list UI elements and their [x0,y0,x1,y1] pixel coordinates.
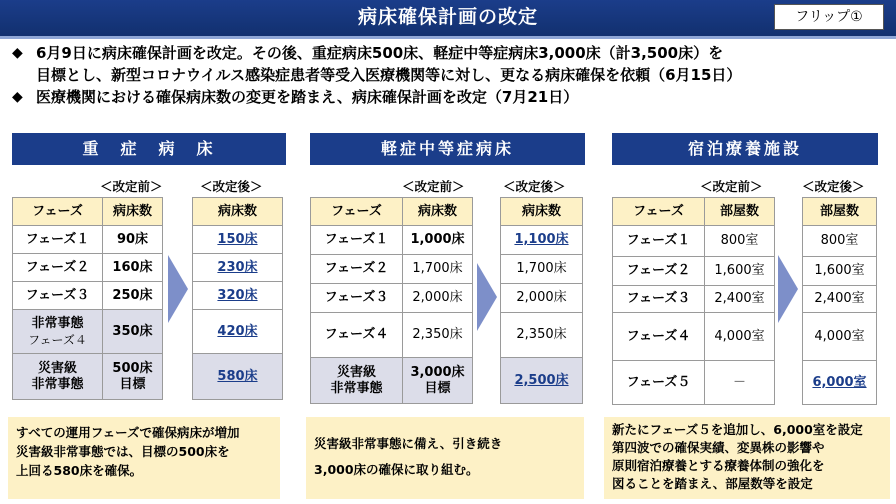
bullet-text: 医療機関における確保病床数の変更を踏まえ、病床確保計画を改定（7月21日） [36,88,579,106]
moderate-after-table [500,197,583,404]
header-cell: 病床数 [103,198,163,226]
value-cell: 800室 [705,226,775,257]
note-moderate: 災害級非常事態に備え、引き続き 3,000床の確保に取り組む。 [306,417,584,499]
after-label: ＜改定後＞ [200,179,263,194]
before-label: ＜改定前＞ [700,179,763,194]
before-label: ＜改定前＞ [100,179,163,194]
phase-cell: フェーズ２ [13,254,103,282]
phase-cell: フェーズ１ [613,226,705,257]
value-cell: 150床 [193,226,283,254]
value-cell: 1,600室 [705,257,775,286]
value-cell: 1,600室 [803,257,877,286]
arrow-right-icon [778,255,798,323]
value-cell: 580床 [193,354,283,400]
header-cell: 部屋数 [803,198,877,226]
phase-cell: フェーズ３ [13,282,103,310]
arrow-right-icon [168,255,188,323]
phase-cell: フェーズ４ [613,313,705,361]
value-cell: 3,000床 目標 [403,358,473,404]
before-label: ＜改定前＞ [402,179,465,194]
phase-cell: フェーズ４ [311,313,403,358]
value-cell: 2,000床 [501,284,583,313]
value-cell: 230床 [193,254,283,282]
header-cell: 病床数 [193,198,283,226]
value-cell: 2,400室 [705,286,775,313]
bullet-item [6,86,886,108]
header-cell: 病床数 [501,198,583,226]
value-cell: 1,100床 [501,226,583,255]
after-label: ＜改定後＞ [802,179,865,194]
section-header-moderate: 軽症中等症病床 [310,133,585,165]
title-divider [0,36,896,39]
value-cell: 320床 [193,282,283,310]
value-cell: 1,700床 [501,255,583,284]
severe-after-table [192,197,283,400]
phase-cell: フェーズ２ [311,255,403,284]
phase-cell: フェーズ５ [613,361,705,405]
arrow-right-icon [477,263,497,331]
value-cell: 90床 [103,226,163,254]
value-cell: 250床 [103,282,163,310]
value-cell: 420床 [193,310,283,354]
lodging-before-table [612,197,775,405]
phase-cell: 災害級 非常事態 [311,358,403,404]
value-cell: 500床 目標 [103,354,163,400]
bullet-item [6,42,886,86]
bullet-list [6,42,886,108]
diamond-icon: ◆ [12,89,23,105]
page-title: 病床確保計画の改定 [357,6,538,28]
value-cell: － [705,361,775,405]
value-cell: 2,350床 [501,313,583,358]
phase-sub: フェーズ４ [28,332,87,347]
diamond-icon: ◆ [12,45,23,61]
value-cell: 2,000床 [403,284,473,313]
value-cell: 2,500床 [501,358,583,404]
value-cell: 2,350床 [403,313,473,358]
header-cell: 病床数 [403,198,473,226]
header-cell: 部屋数 [705,198,775,226]
bullet-text: 6月9日に病床確保計画を改定。その後、重症病床500床、軽症中等症病床3,000床（計3,500床）を 目標とし、新型コロナウイルス感染症患者等受入医療機関等に対し、更なる病床確保を依頼（6月15日） [36,44,742,84]
section-header-lodging: 宿泊療養施設 [612,133,878,165]
header-cell: フェーズ [613,198,705,226]
phase-cell [13,310,103,354]
moderate-before-table [310,197,473,404]
header-cell: フェーズ [311,198,403,226]
value-cell: 6,000室 [803,361,877,405]
header-cell: フェーズ [13,198,103,226]
note-lodging: 新たにフェーズ５を追加し、6,000室を設定 第四波での確保実績、変異株の影響や 原則宿泊療養とする療養体制の強化を 図ることを踏まえ、部屋数等を設定 [604,417,890,499]
phase-cell: フェーズ１ [13,226,103,254]
value-cell: 1,700床 [403,255,473,284]
phase-cell: フェーズ１ [311,226,403,255]
phase-cell: 災害級 非常事態 [13,354,103,400]
value-cell: 160床 [103,254,163,282]
after-label: ＜改定後＞ [503,179,566,194]
value-cell: 4,000室 [803,313,877,361]
severe-before-table [12,197,163,400]
value-cell: 1,000床 [403,226,473,255]
value-cell: 800室 [803,226,877,257]
value-cell: 2,400室 [803,286,877,313]
note-severe: すべての運用フェーズで確保病床が増加 災害級非常事態では、目標の500床を 上回る580床を確保。 [8,417,280,499]
phase-cell: フェーズ３ [311,284,403,313]
phase-cell: フェーズ３ [613,286,705,313]
phase-cell: フェーズ２ [613,257,705,286]
flip-label: フリップ① [774,4,884,30]
lodging-after-table [802,197,877,405]
value-cell: 4,000室 [705,313,775,361]
phase-name: 非常事態 [31,315,84,331]
section-header-severe: 重 症 病 床 [12,133,286,165]
value-cell: 350床 [103,310,163,354]
